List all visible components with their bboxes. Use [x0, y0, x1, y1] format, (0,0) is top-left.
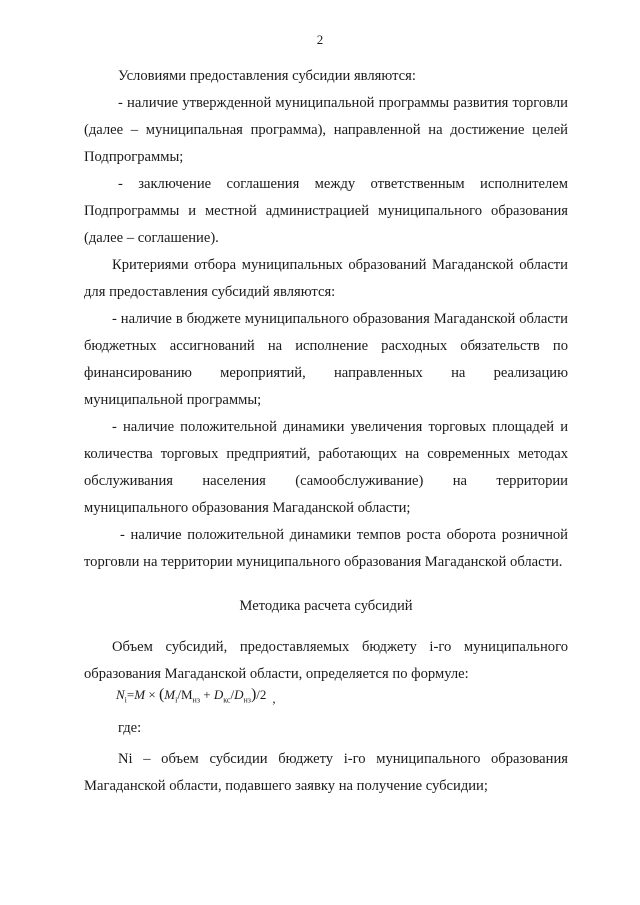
block-method [84, 593, 568, 688]
formula-times: × [145, 687, 159, 702]
formula-eq: = [126, 687, 135, 702]
paragraph-ni-definition: Ni – объем субсидии бюджету i-го муниципального образования Магаданской области, подавшего заявку на получение субсидии; [84, 751, 568, 794]
formula-slash-1: / [177, 687, 181, 702]
formula-mnz: M [180, 687, 193, 702]
formula-plus: + [199, 687, 214, 702]
formula-dkc-sub: кс [223, 695, 231, 705]
formula-dnz: D [234, 687, 244, 702]
formula-close-paren: ) [250, 686, 257, 703]
formula-lhs-sub: i [124, 695, 127, 705]
formula-m: M [134, 687, 146, 702]
formula-mnz-sub: нз [192, 695, 200, 705]
formula-dnz-sub: нз [243, 695, 251, 705]
paragraph-condition-agreement: - заключение соглашения между ответственным исполнителем Подпрограммы и местной администрацией муниципального образования (далее – соглашение). [84, 176, 568, 246]
block-conditions [84, 63, 568, 576]
block-definitions [84, 715, 568, 800]
paragraph-condition-program: - наличие утвержденной муниципальной программы развития торговли (далее – муниципальная программа), направленной на достижение целей Подпрограммы; [84, 95, 568, 165]
formula-div-2: /2 [256, 687, 267, 702]
section-heading: Методика расчета субсидий [239, 598, 413, 614]
formula-mi-sub: i [175, 695, 178, 705]
paragraph-criterion-trade-area: - наличие положительной динамики увеличения торговых площадей и количества торговых предприятий, работающих на современных методах обслуживания населения (самообслуживание) на территории муниципального образования Магаданской области; [84, 419, 568, 516]
paragraph-where: где: [118, 720, 142, 736]
formula-lhs: N [116, 687, 125, 702]
page-number: 2 [316, 32, 324, 47]
formula-open-paren: ( [158, 686, 165, 703]
paragraph-criterion-retail-growth: - наличие положительной динамики темпов роста оборота розничной торговли на территории муниципального образования Магаданской области. [84, 527, 568, 570]
paragraph-criterion-budget: - наличие в бюджете муниципального образования Магаданской области бюджетных ассигнований на исполнение расходных обязательств по финансированию мероприятий, направленных на реализацию муниципальной программы; [84, 311, 568, 408]
formula-dkc: D [213, 687, 224, 702]
formula-mi: M [164, 687, 176, 702]
subsidy-formula [116, 686, 276, 707]
paragraph-criteria-intro: Критериями отбора муниципальных образований Магаданской области для предоставления субсидий являются: [84, 257, 568, 300]
paragraph-conditions-intro: Условиями предоставления субсидии являются: [118, 68, 416, 84]
paragraph-volume-intro: Объем субсидий, предоставляемых бюджету i-го муниципального образования Магаданской области, определяется по формуле: [84, 639, 568, 682]
formula-comma: , [272, 691, 276, 706]
formula-slash-2: / [230, 687, 235, 702]
